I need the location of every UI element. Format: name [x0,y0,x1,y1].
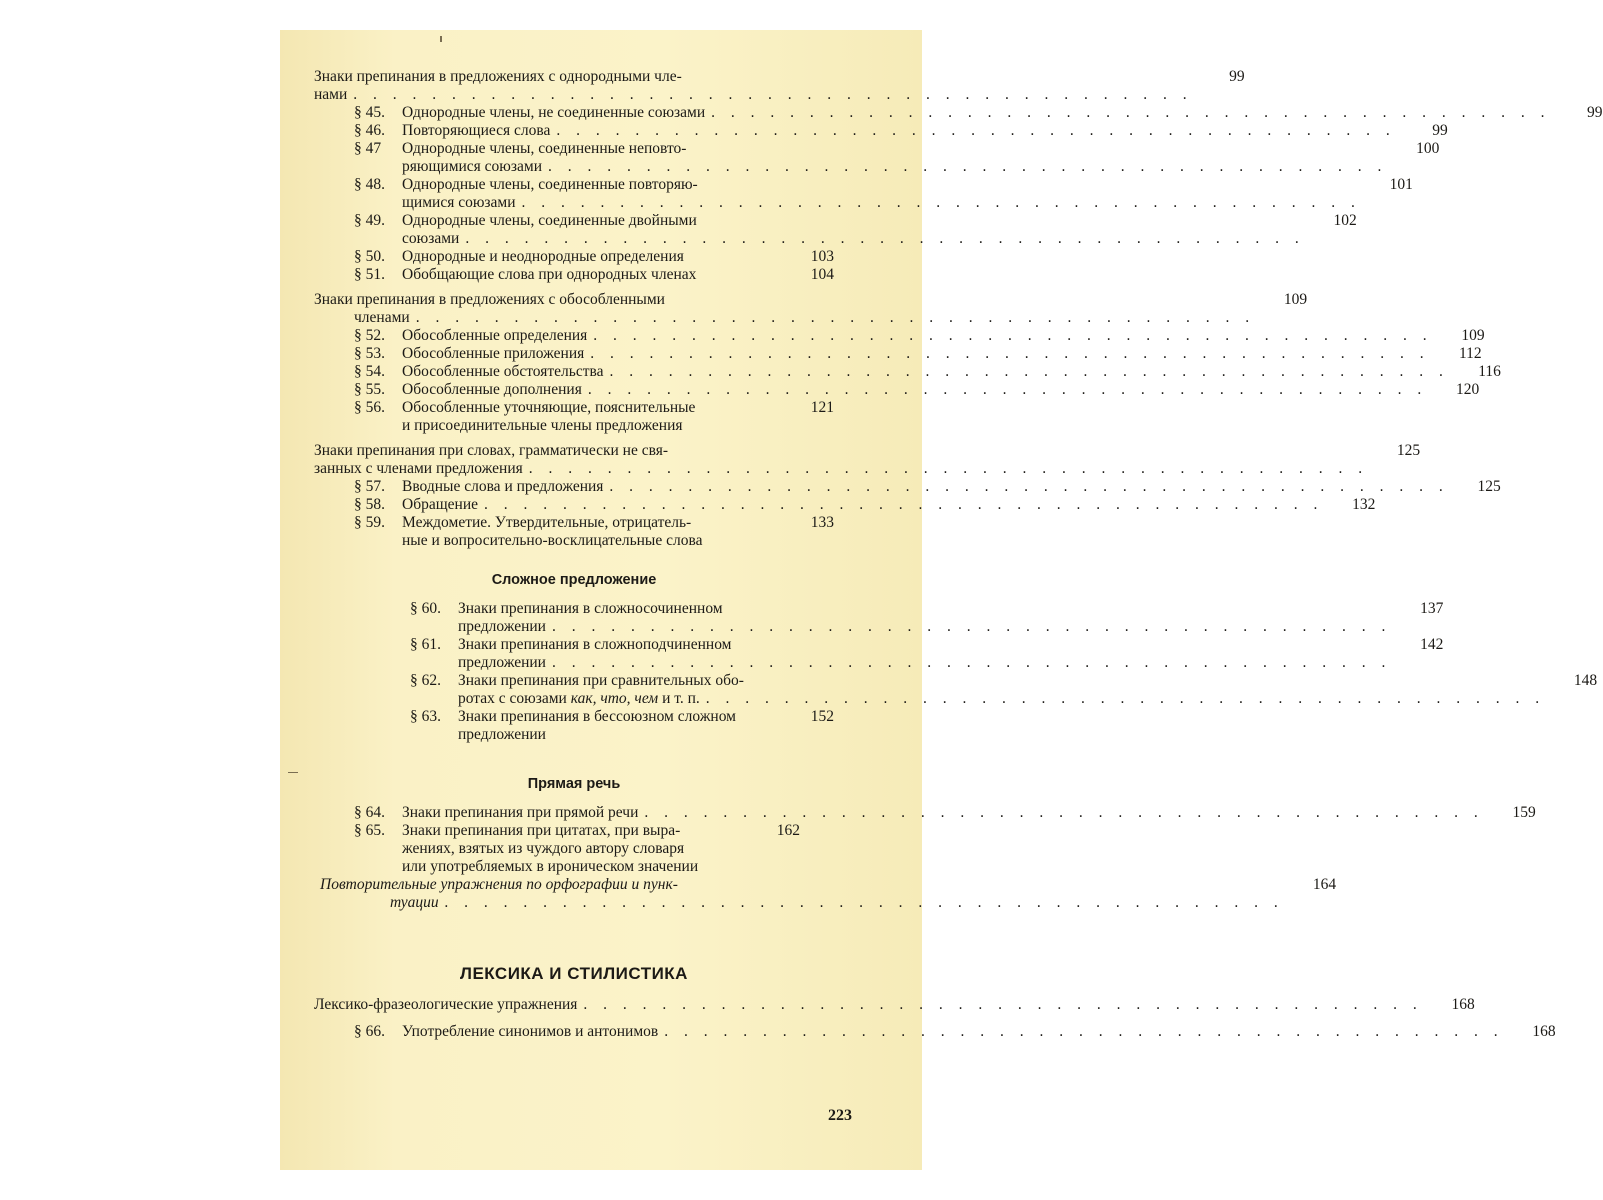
toc-group-homogeneous [314,68,1603,284]
toc-page-number: 102 [1333,212,1357,229]
section-number: § 47 [354,140,382,157]
leader-dots [550,122,1395,140]
section-title: Однородные члены, не соединенные союзами [402,104,706,121]
section-title-line: щимися союзами [402,194,516,211]
leader-dots [523,460,1368,478]
leader-dots [700,690,1545,708]
toc-chapter-title-line: членами [354,309,410,326]
section-number: § 53. [354,345,385,362]
margin-mark [440,36,442,42]
section-heading: Сложное предложение [491,572,657,588]
section-title-line: Знаки препинания при цитатах, при выра- [402,822,681,839]
section-title-line: ряющимися союзами [402,158,542,175]
toc-page-number: 120 [1455,381,1480,398]
toc-page-number: 100 [1416,140,1440,157]
leader-dots [439,894,1284,912]
section-number: § 61. [410,636,441,653]
section-number: § 49. [354,212,385,229]
toc-page-number: 125 [1477,478,1501,495]
toc-page-number: 148 [1573,672,1598,689]
toc-section-entry [314,514,834,550]
section-title-line: предложении [458,654,546,671]
toc-section-entry [314,140,1440,176]
toc-page-number: 101 [1389,176,1413,193]
toc-section-entry [314,176,1413,212]
review-title-line: Повторительные упражнения по орфографии и пунк- [320,876,678,893]
toc-chapter-title-line: Знаки препинания в предложениях с обособленными [314,291,665,308]
margin-mark [288,772,298,773]
section-title: Обобщающие слова при однородных членах [402,266,697,283]
leader-dots [584,345,1429,363]
toc-chapter-entry [314,291,1308,327]
toc-group-lexicon [314,996,1556,1041]
toc-section-entry [314,822,800,876]
toc-page-number: 99 [1229,68,1245,85]
toc-page-number: 109 [1461,327,1485,344]
leader-dots [658,1023,1503,1041]
section-title-line: Знаки препинания в бессоюзном сложном [458,708,736,725]
section-title: Повторяющиеся слова [402,122,551,139]
review-title-line: туации [390,894,439,911]
section-title: Обособленные дополнения [402,381,582,398]
toc-page-number: 104 [810,266,834,283]
toc-page-number: 103 [810,248,834,265]
toc-chapter-entry [314,442,1421,478]
section-number: § 48. [354,176,385,193]
toc-page-number: 168 [1451,996,1475,1013]
toc-chapter-title: Лексико-фразеологические упражнения [314,996,578,1013]
section-title-line: союзами [402,230,460,247]
toc-section-entry [314,104,1603,122]
section-title-line: или употребляемых в ироническом значении [402,858,699,875]
section-title: Обособленные приложения [402,345,585,362]
toc-section-entry [314,804,1536,822]
section-number: § 51. [354,266,385,283]
leader-dots [582,381,1427,399]
section-title-line: предложении [458,726,546,743]
toc-group-complex-sentence [314,600,1598,744]
toc-chapter-entry [314,68,1245,104]
section-title: Обособленные определения [402,327,588,344]
section-title-line: Знаки препинания в сложносочиненном [458,600,723,617]
section-title-text: ротах с союзами [458,690,571,707]
leader-dots [546,618,1391,636]
leader-dots [705,104,1550,122]
toc-group-direct-speech [314,804,1536,912]
section-number: § 65. [354,822,385,839]
leader-dots [638,804,1483,822]
toc-page-number: 164 [1312,876,1337,893]
section-number: § 57. [354,478,385,495]
section-number: § 46. [354,122,385,139]
section-title-line: Междометие. Утвердительные, отрицатель- [402,514,692,531]
toc-section-entry [314,381,1480,399]
section-title-line: Однородные члены, соединенные повторяю- [402,176,698,193]
leader-dots [516,194,1361,212]
section-number: § 63. [410,708,441,725]
toc-chapter-title-line: занных с членами предложения [314,460,523,477]
section-number: § 52. [354,327,385,344]
toc-section-entry [314,327,1485,345]
toc-page-number: 125 [1396,442,1421,459]
toc-section-entry [370,708,834,744]
section-title-line: Обособленные уточняющие, пояснительные [402,399,696,416]
section-number: § 50. [354,248,385,265]
toc-page-number: 159 [1512,804,1536,821]
toc-page-number: 133 [810,514,834,531]
leader-dots [546,654,1391,672]
section-number: § 45. [354,104,385,121]
section-title: Обособленные обстоятельства [402,363,604,380]
leader-dots [603,478,1448,496]
toc-chapter-title-line: Знаки препинания в предложениях с однородными чле- [314,68,682,85]
toc-section-entry [314,496,1376,514]
leader-dots [478,496,1323,514]
toc-section-entry [314,266,834,284]
toc-section-entry [314,248,834,266]
section-title-text: и т. п. [658,690,700,707]
section-number: § 64. [354,804,385,821]
leader-dots [459,230,1304,248]
page-folio-number: 223 [828,1107,852,1124]
toc-section-entry [370,636,1444,672]
leader-dots [604,363,1449,381]
toc-section-entry [314,363,1501,381]
toc-section-entry [314,122,1448,140]
section-number: § 59. [354,514,385,531]
part-heading: ЛЕКСИКА И СТИЛИСТИКА [460,964,688,983]
section-number: § 55. [354,381,385,398]
leader-dots [347,86,1192,104]
section-number: § 66. [354,1023,385,1040]
toc-section-entry [314,1023,1556,1041]
section-title: Обращение [402,496,478,513]
leader-dots [587,327,1432,345]
section-number: § 58. [354,496,385,513]
section-title-line: предложении [458,618,546,635]
toc-section-entry [370,600,1444,636]
toc-page-number: 112 [1458,345,1482,362]
section-title: Вводные слова и предложения [402,478,604,495]
toc-page-number: 109 [1283,291,1308,308]
toc-section-entry [314,478,1501,496]
toc-review-entry [314,876,1337,912]
section-title-line: Знаки препинания в сложноподчиненном [458,636,732,653]
toc-page-number: 162 [776,822,800,839]
toc-chapter-title-line: нами [314,86,348,103]
toc-page-number: 152 [810,708,834,725]
section-title-line: Однородные члены, соединенные двойными [402,212,697,229]
leader-dots [577,996,1422,1014]
section-title-line: Знаки препинания при сравнительных обо- [458,672,744,689]
section-number: § 54. [354,363,385,380]
toc-page-number: 116 [1478,363,1501,380]
toc-section-entry [314,345,1482,363]
toc-section-entry [314,399,834,435]
toc-page-number: 99 [1587,104,1603,121]
toc-page-number: 142 [1420,636,1444,653]
section-title-line: жениях, взятых из чуждого автору словаря [402,840,685,857]
book-page [280,30,1603,1170]
leader-dots [410,309,1255,327]
section-title-line: Однородные члены, соединенные неповто- [402,140,687,157]
toc-page-number: 121 [810,399,834,416]
toc-page-number: 99 [1432,122,1448,139]
toc-chapter-entry [314,996,1475,1014]
toc-group-detached [314,291,1501,435]
section-title-italic: как, что, чем [570,690,659,707]
section-title: Знаки препинания при прямой речи [402,804,639,821]
section-title: Употребление синонимов и антонимов [402,1023,659,1040]
section-number: § 56. [354,399,385,416]
section-heading: Прямая речь [527,776,621,792]
section-title-line: и присоединительные члены предложения [402,417,683,434]
leader-dots [542,158,1387,176]
table-of-contents [314,68,1603,1041]
section-number: § 62. [410,672,441,689]
section-title-line: ные и вопросительно-восклицательные слова [402,532,703,549]
toc-page-number: 132 [1352,496,1376,513]
toc-page-number: 137 [1420,600,1444,617]
toc-page-number: 168 [1532,1023,1556,1040]
section-number: § 60. [410,600,441,617]
toc-group-unrelated-words [314,442,1501,550]
section-title-line [458,690,700,708]
toc-section-entry [314,212,1357,248]
toc-section-entry [370,672,1598,708]
toc-chapter-title-line: Знаки препинания при словах, грамматически не свя- [314,442,669,459]
section-title: Однородные и неоднородные определения [402,248,684,265]
